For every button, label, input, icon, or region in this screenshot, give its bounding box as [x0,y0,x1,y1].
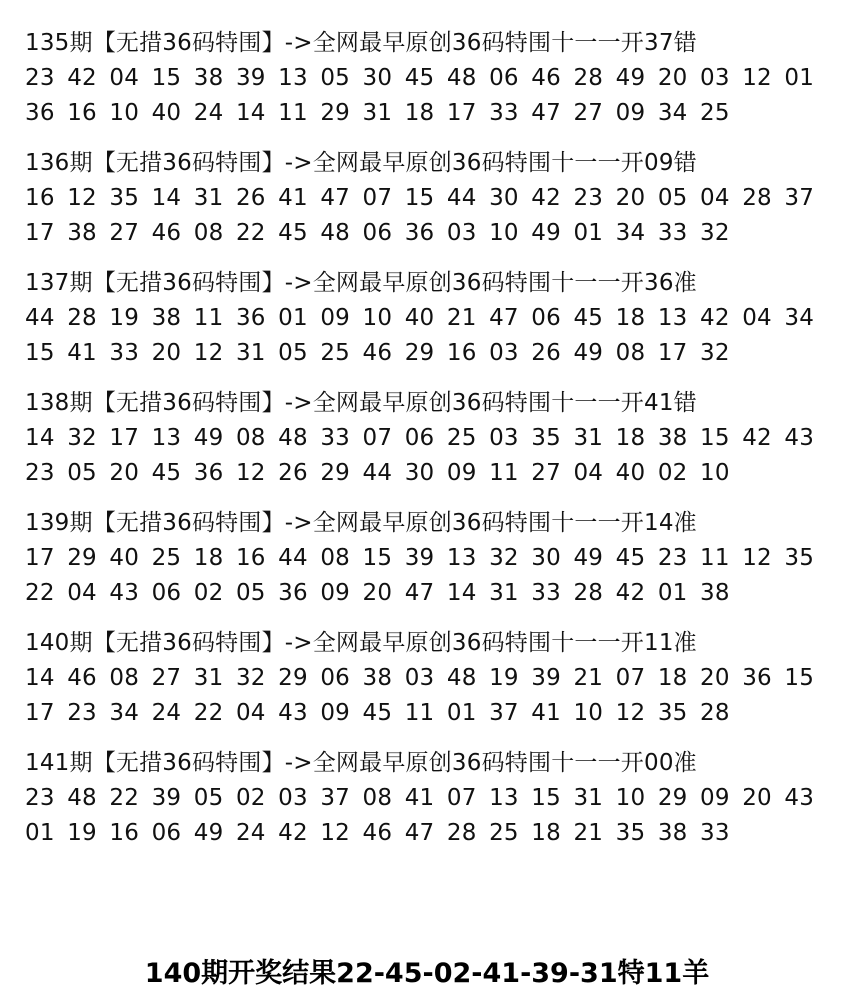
number-cell: 38 [151,305,182,331]
number-cell: 28 [67,305,97,331]
number-cell: 23 [657,545,688,571]
number-cell: 25 [446,425,477,451]
number-cell: 49 [193,820,224,846]
number-cell: 09 [615,100,646,126]
number-cell: 33 [109,340,140,366]
number-cell: 07 [362,425,393,451]
number-cell: 44 [362,460,393,486]
number-cell: 36 [25,100,55,126]
number-cell: 48 [67,785,97,811]
number-cell: 40 [404,305,435,331]
number-row [25,781,840,816]
number-cell: 17 [109,425,140,451]
number-row [25,96,840,131]
number-cell: 45 [573,305,604,331]
number-row [25,576,840,611]
number-cell: 28 [573,65,604,91]
number-cell: 34 [784,305,815,331]
number-cell: 17 [25,700,55,726]
number-cell: 25 [700,100,730,126]
number-cell: 10 [700,460,730,486]
number-cell: 12 [193,340,224,366]
number-cell: 20 [657,65,688,91]
number-cell: 15 [531,785,561,811]
number-cell: 42 [700,305,730,331]
number-cell: 05 [67,460,97,486]
number-cell: 29 [657,785,688,811]
number-cell: 30 [531,545,561,571]
number-cell: 13 [151,425,182,451]
period-heading: 136期【无措36码特围】->全网最早原创36码特围十一一开09错 [25,150,697,176]
number-cell: 05 [278,340,308,366]
number-cell: 22 [193,700,224,726]
number-cell: 15 [151,65,182,91]
number-cell: 40 [109,545,140,571]
number-cell: 40 [151,100,182,126]
number-cell: 48 [446,65,477,91]
number-cell: 45 [615,545,646,571]
number-cell: 36 [278,580,308,606]
number-cell: 43 [784,785,815,811]
number-cell: 11 [193,305,224,331]
number-cell: 08 [235,425,266,451]
number-cell: 03 [278,785,308,811]
number-cell: 41 [531,700,561,726]
number-cell: 36 [235,305,266,331]
number-cell: 32 [700,340,730,366]
number-cell: 30 [362,65,393,91]
number-cell: 26 [278,460,308,486]
number-cell: 34 [615,220,646,246]
number-cell: 26 [531,340,561,366]
number-cell: 35 [615,820,646,846]
number-cell: 09 [446,460,477,486]
number-cell: 41 [67,340,97,366]
number-cell: 36 [193,460,224,486]
number-cell: 16 [446,340,477,366]
number-cell: 11 [278,100,308,126]
number-cell: 20 [151,340,182,366]
number-cell: 22 [109,785,140,811]
number-cell: 42 [67,65,97,91]
number-cell: 32 [235,665,266,691]
period-heading: 140期【无措36码特围】->全网最早原创36码特围十一一开11准 [25,630,697,656]
number-cell: 22 [25,580,55,606]
number-cell: 01 [657,580,688,606]
period-block [25,146,840,251]
number-cell: 33 [657,220,688,246]
number-cell: 21 [446,305,477,331]
period-heading: 139期【无措36码特围】->全网最早原创36码特围十一一开14准 [25,510,697,536]
number-cell: 39 [531,665,561,691]
number-cell: 15 [362,545,393,571]
number-cell: 41 [404,785,435,811]
number-cell: 02 [657,460,688,486]
number-cell: 43 [109,580,140,606]
number-cell: 18 [615,305,646,331]
number-cell: 29 [404,340,435,366]
number-cell: 19 [67,820,97,846]
number-cell: 23 [25,785,55,811]
number-cell: 18 [615,425,646,451]
number-cell: 23 [573,185,604,211]
number-row [25,456,840,491]
number-cell: 14 [25,665,55,691]
number-cell: 12 [235,460,266,486]
number-cell: 25 [320,340,350,366]
number-cell: 10 [489,220,519,246]
number-cell: 46 [151,220,182,246]
number-cell: 29 [278,665,308,691]
number-cell: 46 [362,820,393,846]
number-cell: 18 [531,820,561,846]
number-cell: 47 [489,305,519,331]
period-block [25,266,840,371]
number-cell: 03 [700,65,730,91]
number-cell: 38 [362,665,393,691]
number-cell: 08 [615,340,646,366]
number-cell: 38 [700,580,730,606]
number-cell: 23 [25,460,55,486]
number-row [25,661,840,696]
number-cell: 03 [489,425,519,451]
number-cell: 12 [742,545,772,571]
number-cell: 01 [278,305,308,331]
number-cell: 09 [320,700,350,726]
number-cell: 31 [573,785,604,811]
number-cell: 49 [531,220,561,246]
number-row [25,696,840,731]
number-cell: 19 [489,665,519,691]
number-cell: 06 [320,665,350,691]
number-cell: 24 [235,820,266,846]
number-cell: 02 [235,785,266,811]
number-cell: 35 [784,545,815,571]
number-cell: 44 [25,305,55,331]
number-cell: 09 [320,580,350,606]
number-cell: 08 [109,665,140,691]
number-cell: 04 [742,305,772,331]
number-cell: 33 [320,425,350,451]
period-list [25,26,840,866]
number-cell: 10 [615,785,646,811]
period-block [25,386,840,491]
number-cell: 09 [320,305,350,331]
number-cell: 14 [446,580,477,606]
number-cell: 35 [109,185,140,211]
number-cell: 15 [700,425,730,451]
number-cell: 34 [657,100,688,126]
number-cell: 03 [489,340,519,366]
number-cell: 05 [657,185,688,211]
number-cell: 08 [193,220,224,246]
number-cell: 39 [235,65,266,91]
number-cell: 39 [151,785,182,811]
number-cell: 17 [25,545,55,571]
number-cell: 37 [320,785,350,811]
number-cell: 49 [573,545,604,571]
number-cell: 12 [742,65,772,91]
number-cell: 04 [700,185,730,211]
number-cell: 33 [531,580,561,606]
period-heading: 135期【无措36码特围】->全网最早原创36码特围十一一开37错 [25,30,697,56]
number-cell: 15 [404,185,435,211]
number-cell: 47 [404,820,435,846]
number-cell: 11 [700,545,730,571]
number-cell: 27 [109,220,140,246]
number-cell: 03 [404,665,435,691]
number-row [25,541,840,576]
number-cell: 07 [615,665,646,691]
number-cell: 15 [25,340,55,366]
number-cell: 30 [404,460,435,486]
number-cell: 44 [278,545,308,571]
number-row [25,336,840,371]
number-cell: 33 [489,100,519,126]
period-block [25,746,840,851]
number-cell: 29 [320,100,350,126]
number-row [25,216,840,251]
number-cell: 14 [235,100,266,126]
number-cell: 47 [404,580,435,606]
number-cell: 42 [278,820,308,846]
number-cell: 48 [446,665,477,691]
number-cell: 16 [235,545,266,571]
number-cell: 38 [193,65,224,91]
number-cell: 06 [404,425,435,451]
number-cell: 15 [784,665,815,691]
number-cell: 27 [151,665,182,691]
number-row [25,301,840,336]
number-cell: 11 [489,460,519,486]
number-cell: 10 [109,100,140,126]
number-cell: 04 [67,580,97,606]
number-row [25,181,840,216]
number-cell: 24 [151,700,182,726]
number-cell: 20 [615,185,646,211]
number-cell: 36 [404,220,435,246]
number-cell: 06 [489,65,519,91]
number-cell: 27 [573,100,604,126]
number-cell: 20 [109,460,140,486]
number-cell: 31 [573,425,604,451]
number-cell: 22 [235,220,266,246]
number-cell: 31 [193,185,224,211]
number-cell: 06 [151,580,182,606]
number-cell: 25 [151,545,182,571]
number-cell: 17 [657,340,688,366]
number-row [25,421,840,456]
number-cell: 44 [446,185,477,211]
number-cell: 37 [489,700,519,726]
number-cell: 20 [362,580,393,606]
number-cell: 34 [109,700,140,726]
period-heading: 137期【无措36码特围】->全网最早原创36码特围十一一开36准 [25,270,697,296]
period-block [25,26,840,131]
number-cell: 42 [615,580,646,606]
number-cell: 18 [193,545,224,571]
draw-result-banner: 140期开奖结果22-45-02-41-39-31特11羊 [144,958,710,989]
number-cell: 46 [362,340,393,366]
number-cell: 49 [615,65,646,91]
number-cell: 02 [193,580,224,606]
number-cell: 26 [235,185,266,211]
number-cell: 04 [109,65,140,91]
number-cell: 47 [320,185,350,211]
period-block [25,626,840,731]
number-cell: 18 [657,665,688,691]
number-cell: 38 [657,425,688,451]
number-cell: 42 [742,425,772,451]
number-cell: 13 [657,305,688,331]
number-cell: 29 [67,545,97,571]
number-cell: 01 [446,700,477,726]
number-cell: 30 [489,185,519,211]
number-cell: 25 [489,820,519,846]
number-cell: 29 [320,460,350,486]
number-cell: 31 [489,580,519,606]
number-cell: 06 [151,820,182,846]
number-cell: 10 [362,305,393,331]
number-cell: 48 [320,220,350,246]
number-cell: 37 [784,185,815,211]
number-cell: 48 [278,425,308,451]
number-cell: 43 [278,700,308,726]
number-cell: 06 [362,220,393,246]
number-cell: 24 [193,100,224,126]
number-cell: 32 [489,545,519,571]
number-cell: 46 [531,65,561,91]
number-cell: 32 [67,425,97,451]
number-cell: 45 [404,65,435,91]
number-cell: 41 [278,185,308,211]
number-cell: 46 [67,665,97,691]
number-cell: 08 [320,545,350,571]
number-cell: 31 [235,340,266,366]
number-cell: 14 [25,425,55,451]
number-cell: 23 [67,700,97,726]
number-cell: 28 [700,700,730,726]
period-heading: 141期【无措36码特围】->全网最早原创36码特围十一一开00准 [25,750,697,776]
number-cell: 05 [320,65,350,91]
number-cell: 28 [573,580,604,606]
number-cell: 16 [109,820,140,846]
number-cell: 28 [742,185,772,211]
number-cell: 03 [446,220,477,246]
number-cell: 49 [193,425,224,451]
number-cell: 20 [700,665,730,691]
number-cell: 17 [446,100,477,126]
number-cell: 11 [404,700,435,726]
number-cell: 20 [742,785,772,811]
number-cell: 07 [446,785,477,811]
number-cell: 33 [700,820,730,846]
number-cell: 13 [489,785,519,811]
number-cell: 13 [278,65,308,91]
number-cell: 35 [531,425,561,451]
number-cell: 07 [362,185,393,211]
number-cell: 04 [573,460,604,486]
number-cell: 45 [151,460,182,486]
number-cell: 12 [320,820,350,846]
number-cell: 16 [67,100,97,126]
number-cell: 49 [573,340,604,366]
number-cell: 45 [362,700,393,726]
number-cell: 05 [193,785,224,811]
number-cell: 43 [784,425,815,451]
number-cell: 42 [531,185,561,211]
number-cell: 13 [446,545,477,571]
number-cell: 14 [151,185,182,211]
number-cell: 19 [109,305,140,331]
number-cell: 35 [657,700,688,726]
number-cell: 45 [278,220,308,246]
number-cell: 08 [362,785,393,811]
number-cell: 12 [67,185,97,211]
period-heading: 138期【无措36码特围】->全网最早原创36码特围十一一开41错 [25,390,697,416]
number-cell: 31 [362,100,393,126]
number-cell: 09 [700,785,730,811]
number-cell: 38 [67,220,97,246]
number-cell: 05 [235,580,266,606]
number-cell: 01 [573,220,604,246]
number-cell: 32 [700,220,730,246]
number-cell: 38 [657,820,688,846]
number-cell: 39 [404,545,435,571]
number-cell: 16 [25,185,55,211]
number-cell: 31 [193,665,224,691]
period-block [25,506,840,611]
number-cell: 12 [615,700,646,726]
number-row [25,61,840,96]
number-cell: 36 [742,665,772,691]
number-cell: 06 [531,305,561,331]
number-cell: 27 [531,460,561,486]
number-cell: 21 [573,820,604,846]
number-cell: 18 [404,100,435,126]
number-cell: 01 [25,820,55,846]
number-cell: 04 [235,700,266,726]
number-cell: 17 [25,220,55,246]
number-cell: 21 [573,665,604,691]
number-row [25,816,840,851]
number-cell: 01 [784,65,815,91]
number-cell: 28 [446,820,477,846]
number-cell: 23 [25,65,55,91]
number-cell: 40 [615,460,646,486]
number-cell: 47 [531,100,561,126]
number-cell: 10 [573,700,604,726]
